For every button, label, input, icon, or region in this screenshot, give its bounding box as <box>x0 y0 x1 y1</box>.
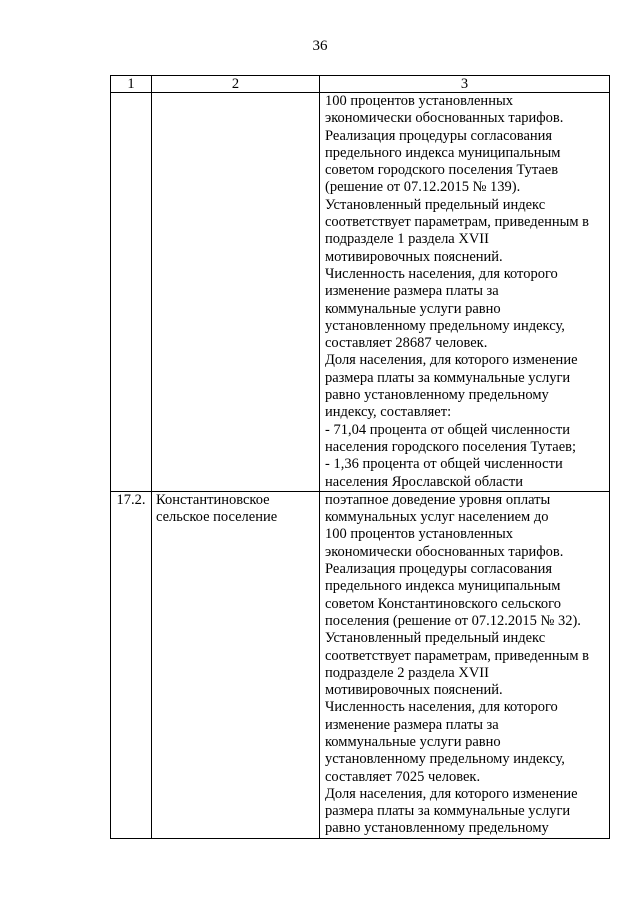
text-line: мотивировочных пояснений. <box>325 682 503 699</box>
row-number-cell: 17.2. <box>111 491 152 838</box>
name-line: сельское поселение <box>156 509 278 526</box>
text-line: равно установленному предельному <box>325 820 549 837</box>
text-line: подразделе 1 раздела XVII <box>325 231 489 248</box>
text-line: Численность населения, для которого <box>325 265 558 282</box>
text-line: установленному предельному индексу, <box>325 317 565 334</box>
name-line: Константиновское <box>156 491 270 508</box>
row-text-cell <box>320 491 610 838</box>
text-line: составляет 7025 человек. <box>325 768 481 785</box>
text-line: предельного индекса муниципальным <box>325 578 561 595</box>
data-table <box>110 75 610 839</box>
text-line: равно установленному предельному <box>325 387 549 404</box>
text-line: поэтапное доведение уровня оплаты <box>325 491 551 508</box>
text-line: соответствует параметрам, приведенным в <box>325 647 589 664</box>
text-line: изменение размера платы за <box>325 716 499 733</box>
text-line: Реализация процедуры согласования <box>325 561 553 578</box>
row-name-cell <box>152 491 320 838</box>
text-line: коммунальные услуги равно <box>325 733 501 750</box>
row-text-cell <box>320 93 610 492</box>
text-line: населения Ярославской области <box>325 473 523 490</box>
text-line: экономически обоснованных тарифов. <box>325 543 564 560</box>
text-line: индексу, составляет: <box>325 404 452 421</box>
text-line: Установленный предельный индекс <box>325 196 546 213</box>
text-line: советом городского поселения Тутаев <box>325 162 559 179</box>
text-line: советом Константиновского сельского <box>325 595 561 612</box>
text-line: Реализация процедуры согласования <box>325 127 553 144</box>
text-line: 100 процентов установленных <box>325 93 513 109</box>
text-line: - 1,36 процента от общей численности <box>325 456 563 473</box>
text-line: соответствует параметрам, приведенным в <box>325 214 589 231</box>
text-line: Доля населения, для которого изменение <box>325 352 578 369</box>
text-line: мотивировочных пояснений. <box>325 248 503 265</box>
header-cell-1: 1 <box>111 76 152 93</box>
text-line: размера платы за коммунальные услуги <box>325 369 571 386</box>
text-line: (решение от 07.12.2015 № 139). <box>325 179 521 196</box>
header-cell-3: 3 <box>320 76 610 93</box>
row-number-cell <box>111 93 152 492</box>
table-row <box>111 93 610 492</box>
text-line: изменение размера платы за <box>325 283 499 300</box>
text-line: экономически обоснованных тарифов. <box>325 110 564 127</box>
text-line: подразделе 2 раздела XVII <box>325 664 489 681</box>
table-header-row <box>111 76 610 93</box>
text-line: коммунальных услуг населением до <box>325 509 549 526</box>
text-line: Установленный предельный индекс <box>325 630 546 647</box>
text-line: населения городского поселения Тутаев; <box>325 438 577 455</box>
table-row <box>111 491 610 838</box>
text-line: составляет 28687 человек. <box>325 335 488 352</box>
page-number: 36 <box>312 38 328 54</box>
row-name-cell <box>152 93 320 492</box>
text-line: установленному предельному индексу, <box>325 751 565 768</box>
text-line: предельного индекса муниципальным <box>325 144 561 161</box>
text-line: поселения (решение от 07.12.2015 № 32). <box>325 612 581 629</box>
text-line: 100 процентов установленных <box>325 526 513 543</box>
text-line: размера платы за коммунальные услуги <box>325 803 571 820</box>
text-line: коммунальные услуги равно <box>325 300 501 317</box>
header-cell-2: 2 <box>152 76 320 93</box>
text-line: Численность населения, для которого <box>325 699 558 716</box>
text-line: Доля населения, для которого изменение <box>325 785 578 802</box>
text-line: - 71,04 процента от общей численности <box>325 421 570 438</box>
